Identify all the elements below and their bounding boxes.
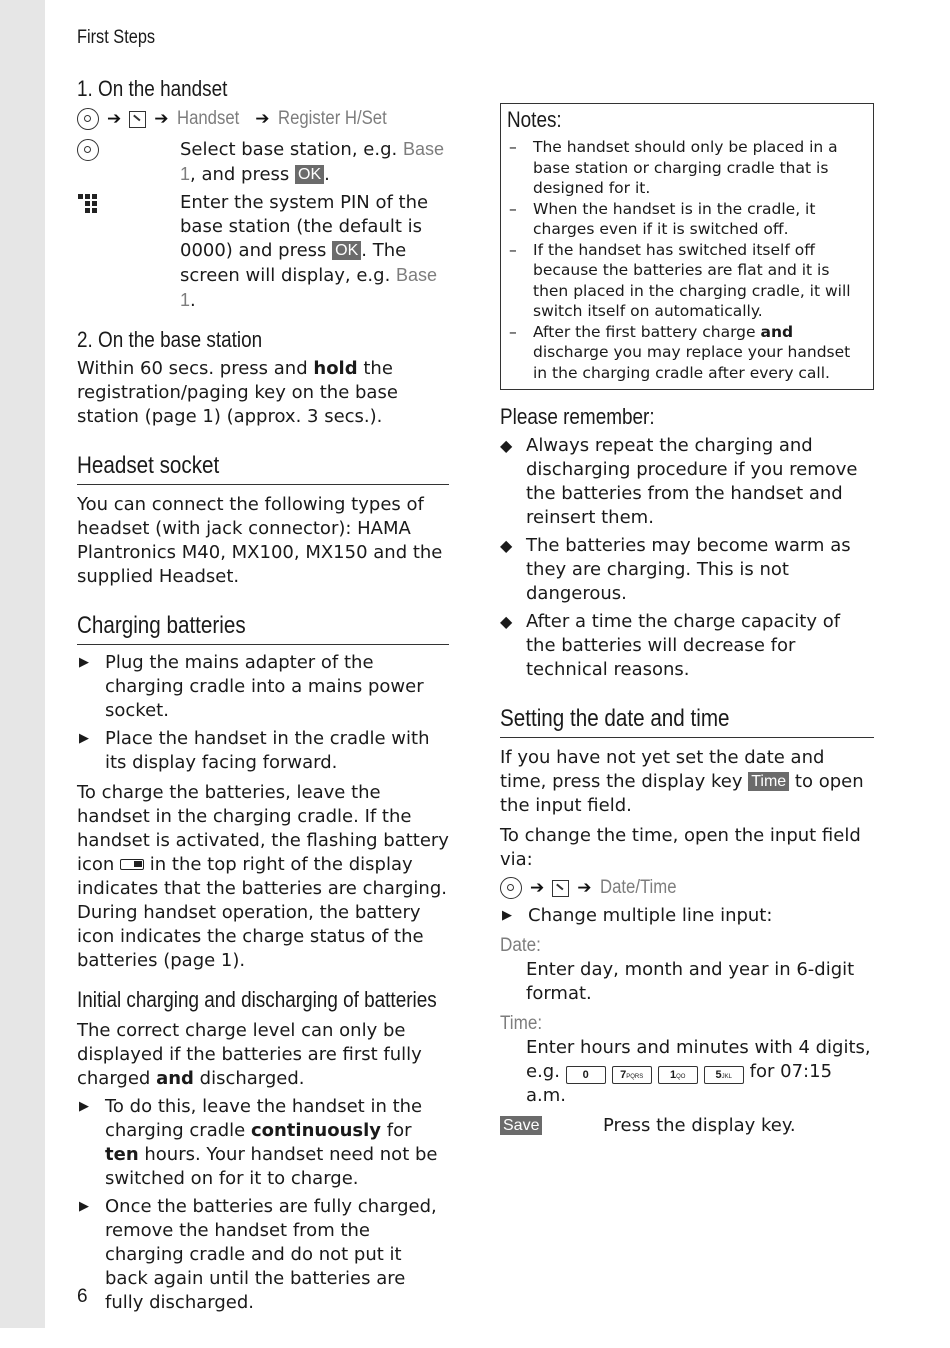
control-key-icon [77,108,99,130]
notes-title: Notes: [507,107,562,132]
headset-socket-title: Headset socket [77,451,449,485]
save-display-key: Save [500,1116,542,1135]
date-label: Date: [500,935,541,956]
keypad-icon [77,193,103,221]
charging-list [77,651,449,775]
step-select-base-text: Select base station, e.g. Base 1, and press OK . [180,139,444,185]
ok-key: OK [295,165,324,184]
page-number: 6 [77,1286,88,1307]
base-station-title: 2. On the base station [77,327,263,352]
charging-title: Charging batteries [77,611,449,645]
menu-icon [552,880,569,897]
running-head: First Steps [77,27,156,48]
list-item: ▶ Plug the mains adapter of the charging cradle into a mains power socket. [79,652,424,721]
date-time-open-text: To change the time, open the input field via: [500,825,861,870]
notes-box [500,103,874,390]
arrow-right-icon: ➔ [154,109,169,129]
arrow-right-icon: ➔ [255,109,270,129]
list-item: ◆ Always repeat the charging and discharging procedure if you remove the batteries from the handset and reinsert them. [500,435,858,528]
note-item: – When the handset is in the cradle, it charges even if it is switched off. [509,199,816,238]
diamond-bullet-icon: ◆ [500,436,513,455]
step-enter-pin [77,191,449,313]
key-5: 5JKL [704,1066,744,1084]
key-0: 0 [566,1066,606,1084]
list-item: ▶ Change multiple line input: [502,905,773,926]
list-item: ▶ Once the batteries are fully charged, remove the handset from the charging cradle and do not put it back again until the batteries are fully discharged. [79,1196,437,1313]
initial-charging-title: Initial charging and discharging of batteries [77,987,437,1012]
step-enter-pin-text: Enter the system PIN of the base station (the default is 0000) and press OK . The screen will display, e.g. Base 1. [180,192,438,311]
arrow-right-icon: ➔ [107,109,122,129]
diamond-bullet-icon: ◆ [500,612,513,631]
triangle-bullet-icon: ▶ [79,1099,89,1114]
left-column [77,76,449,1315]
arrow-right-icon: ➔ [530,878,545,898]
menu-item-handset: Handset [176,108,239,129]
handset-menu-path [77,105,449,133]
save-step-text: Press the display key. [603,1115,796,1136]
note-item: – The handset should only be placed in a base station or charging cradle that is designed for it. [509,138,838,197]
note-item: – If the handset has switched itself off because the batteries are flat and it is then placed in the charging cradle, it will switch itself on automatically. [509,240,851,320]
list-item: ▶ To do this, leave the handset in the charging cradle continuously for ten hours. Your handset need not be switched on for it to charge. [79,1096,438,1189]
charging-paragraph: To charge the batteries, leave the handset in the charging cradle. If the handset is activated, the flashing battery icon in the top right of the display indicates that the batteries are charging. During handset operation, the battery icon indicates the charge status of the batteries (page 1). [77,782,449,971]
key-7: 7PQRS [612,1066,652,1084]
date-time-title: Setting the date and time [500,704,874,738]
triangle-bullet-icon: ▶ [79,655,89,670]
key-1: 1QO [658,1066,698,1084]
initial-charging-text: The correct charge level can only be displayed if the batteries are first fully charged and discharged. [77,1020,422,1089]
date-time-menu-path [500,874,874,902]
menu-item-register: Register H/Set [277,108,387,129]
list-item: ▶ Place the handset in the cradle with its display facing forward. [79,728,430,773]
headset-socket-text: You can connect the following types of headset (with jack connector): HAMA Plantronics M40, MX100, MX150 and the supplied Headset. [77,494,443,587]
ok-key: OK [332,241,361,260]
page-side-margin [0,0,45,1328]
menu-item-date-time: Date/Time [599,877,677,898]
date-text: Enter day, month and year in 6-digit format. [526,959,855,1004]
handset-title: 1. On the handset [77,76,228,101]
time-text: Enter hours and minutes with 4 digits, e.g. 0 7PQRS 1QO 5JKL for 07:15 a.m. [526,1037,871,1106]
control-key-icon [500,877,522,899]
battery-icon [120,859,144,870]
date-time-intro: If you have not yet set the date and time, press the display key Time to open the input field. [500,747,864,816]
base-station-text: Within 60 secs. press and hold the registration/paging key on the base station (page 1) (approx. 3 secs.). [77,358,398,427]
time-label: Time: [500,1013,543,1034]
diamond-bullet-icon: ◆ [500,536,513,555]
remember-title: Please remember: [500,404,655,429]
note-item: – After the first battery charge and discharge you may replace your handset in the charging cradle after every call. [509,322,851,382]
menu-icon [129,111,146,128]
triangle-bullet-icon: ▶ [79,731,89,746]
save-step [500,1114,874,1138]
step-select-base [77,137,449,187]
triangle-bullet-icon: ▶ [502,908,512,923]
list-item: ◆ The batteries may become warm as they are charging. This is not dangerous. [500,535,851,604]
time-display-key: Time [748,772,789,791]
arrow-right-icon: ➔ [577,878,592,898]
list-item: ◆ After a time the charge capacity of the batteries will decrease for technical reasons. [500,611,841,680]
triangle-bullet-icon: ▶ [79,1199,89,1214]
right-column [500,103,874,1138]
control-key-icon [77,139,99,161]
